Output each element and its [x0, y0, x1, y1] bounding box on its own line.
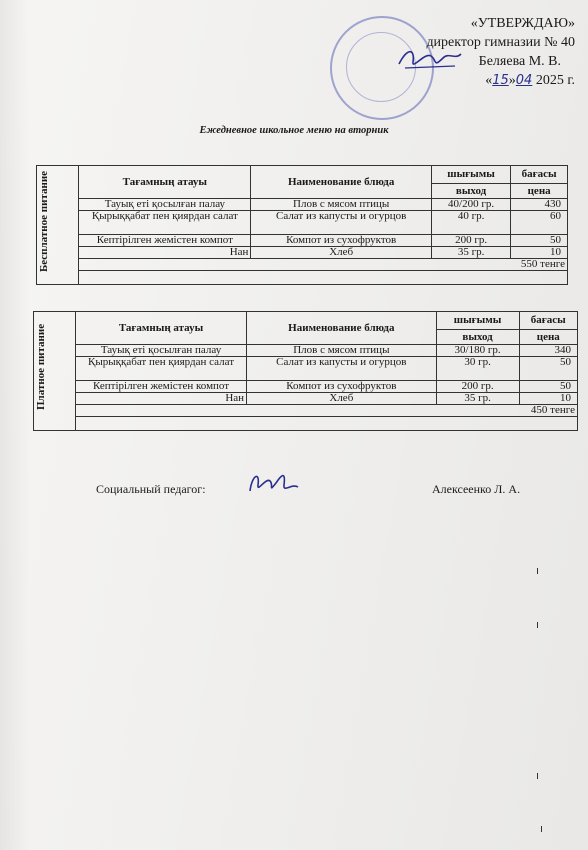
- cell-ru: Плов с мясом птицы: [251, 199, 431, 211]
- table-row: [34, 357, 578, 381]
- cell-price: 10: [511, 247, 568, 259]
- cell-ru: Салат из капусты и огурцов: [247, 357, 437, 381]
- approve-position: директор гимназии № 40: [426, 35, 575, 50]
- free-menu-table: [36, 165, 568, 285]
- col-price-kz: бағасы: [519, 312, 577, 330]
- cell-yield: 30/180 гр.: [436, 345, 519, 357]
- col-yield-kz: шығымы: [436, 312, 519, 330]
- cell-ru: Компот из сухофруктов: [251, 235, 431, 247]
- empty-row: [34, 417, 578, 431]
- cell-ru: Плов с мясом птицы: [247, 345, 437, 357]
- footer-name: Алексеенко Л. А.: [432, 482, 521, 496]
- paid-menu-table: [33, 311, 578, 431]
- cell-price: 50: [519, 381, 577, 393]
- col-name-ru: Наименование блюда: [247, 312, 437, 345]
- cell-kz: Кептірілген жемістен компот: [79, 235, 251, 247]
- cell-yield: 40 гр.: [431, 211, 510, 235]
- table-row: [34, 345, 578, 357]
- col-name-kz: Тағамның атауы: [76, 312, 247, 345]
- approve-date: [375, 71, 575, 90]
- empty-row: [37, 271, 568, 285]
- page-title: Ежедневное школьное меню на вторник: [199, 125, 389, 136]
- stray-mark: [537, 773, 538, 779]
- pedagog-signature: [246, 465, 302, 499]
- free-total: 550 тенге: [79, 259, 568, 271]
- cell-price: 340: [519, 345, 577, 357]
- total-row: [37, 259, 568, 271]
- free-side-label: Бесплатное питание: [38, 170, 50, 272]
- col-price-ru: цена: [519, 330, 577, 345]
- table-row: [34, 393, 578, 405]
- cell-price: 50: [511, 235, 568, 247]
- cell-kz: Тауық еті қосылған палау: [79, 199, 251, 211]
- stray-mark: [537, 622, 538, 628]
- date-mid: »: [508, 73, 516, 88]
- col-yield-ru: выход: [431, 184, 510, 199]
- date-day: 15: [492, 73, 509, 88]
- cell-yield: 200 гр.: [436, 381, 519, 393]
- cell-kz: Кептірілген жемістен компот: [76, 381, 247, 393]
- cell-yield: 30 гр.: [436, 357, 519, 381]
- table-row: [37, 199, 568, 211]
- table-row: [37, 235, 568, 247]
- free-side-cell: [37, 166, 79, 285]
- paid-total: 450 тенге: [76, 405, 578, 417]
- col-yield-kz: шығымы: [431, 166, 510, 184]
- date-month: 04: [515, 73, 533, 88]
- approve-name: Беляева М. В.: [478, 54, 561, 69]
- cell-yield: 35 гр.: [436, 393, 519, 405]
- cell-kz: Қырыққабат пен қиярдан салат: [79, 211, 251, 235]
- date-open: «: [485, 73, 493, 88]
- footer-role: Социальный педагог:: [96, 482, 206, 496]
- stray-mark: [541, 826, 542, 832]
- col-name-kz: Тағамның атауы: [79, 166, 251, 199]
- table-row: [37, 247, 568, 259]
- cell-yield: 40/200 гр.: [431, 199, 510, 211]
- col-name-ru: Наименование блюда: [251, 166, 431, 199]
- col-price-ru: цена: [511, 184, 568, 199]
- empty-cell: [79, 271, 568, 285]
- cell-price: 430: [511, 199, 568, 211]
- col-yield-ru: выход: [436, 330, 519, 345]
- table-row: [34, 381, 578, 393]
- cell-kz: Тауық еті қосылған палау: [76, 345, 247, 357]
- cell-ru: Хлеб: [247, 393, 437, 405]
- cell-yield: 35 гр.: [431, 247, 510, 259]
- col-price-kz: бағасы: [511, 166, 568, 184]
- cell-ru: Компот из сухофруктов: [247, 381, 437, 393]
- empty-cell: [76, 417, 578, 431]
- date-year: 2025 г.: [535, 73, 575, 88]
- cell-kz: Нан: [79, 247, 251, 259]
- cell-price: 50: [519, 357, 577, 381]
- paid-side-cell: [34, 312, 76, 431]
- cell-yield: 200 гр.: [431, 235, 510, 247]
- cell-kz: Қырыққабат пен қиярдан салат: [76, 357, 247, 381]
- cell-price: 60: [511, 211, 568, 235]
- stray-mark: [537, 568, 538, 574]
- table-row: [37, 211, 568, 235]
- paid-side-label: Платное питание: [35, 323, 47, 411]
- total-row: [34, 405, 578, 417]
- cell-kz: Нан: [76, 393, 247, 405]
- approval-block: [375, 14, 575, 90]
- approve-label: «УТВЕРЖДАЮ»: [470, 16, 575, 31]
- cell-price: 10: [519, 393, 577, 405]
- cell-ru: Хлеб: [251, 247, 431, 259]
- cell-ru: Салат из капусты и огурцов: [251, 211, 431, 235]
